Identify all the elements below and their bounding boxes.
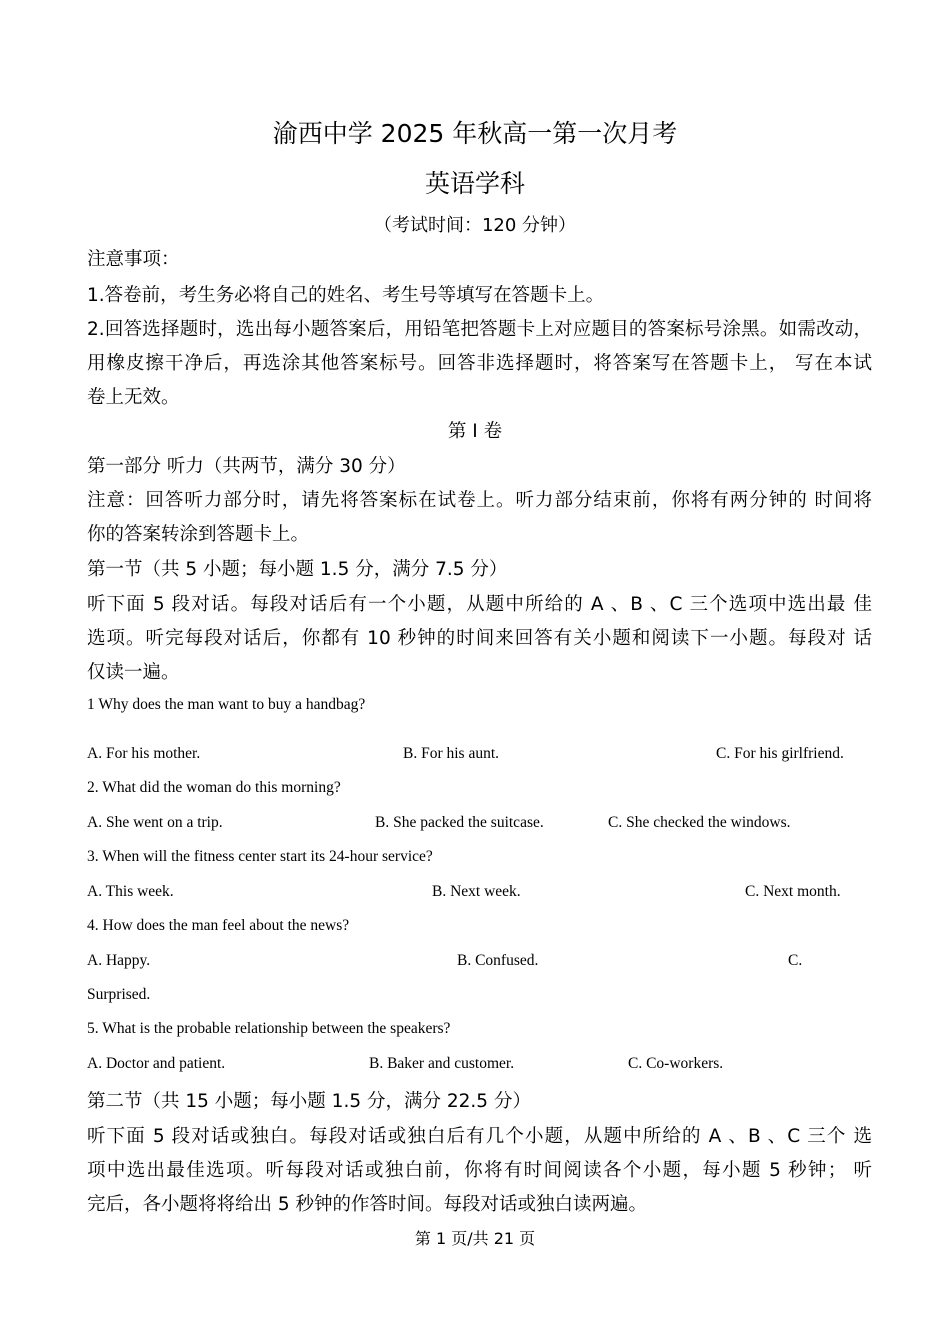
- note-item-1: 1.答卷前，考生务必将自己的姓名、考生号等填写在答题卡上。: [87, 285, 605, 306]
- exam-title: 渝西中学 2025 年秋高一第一次月考: [272, 119, 678, 148]
- question-2-option-a: A. She went on a trip.: [87, 814, 223, 831]
- part1-heading: 第一部分 听力（共两节，满分 30 分）: [87, 456, 406, 477]
- note-item-2-line-1: 2.回答选择题时，选出每小题答案后，用铅笔把答题卡上对应题目的答案标号涂黑。如需改动，: [87, 319, 872, 340]
- note-item-2-line-2: 用橡皮擦干净后，再选涂其他答案标号。回答非选择题时，将答案写在答题卡上， 写在本试: [87, 353, 872, 374]
- question-3-option-b: B. Next week.: [432, 883, 521, 900]
- question-1-option-a: A. For his mother.: [87, 745, 201, 762]
- question-5-option-c: C. Co-workers.: [628, 1055, 724, 1072]
- question-1: 1 Why does the man want to buy a handbag?: [87, 696, 366, 713]
- part1-note-line-1: 注意：回答听力部分时，请先将答案标在试卷上。听力部分结束前，你将有两分钟的 时间将: [87, 490, 872, 511]
- question-1-option-c: C. For his girlfriend.: [716, 745, 844, 762]
- section2-heading: 第二节（共 15 小题；每小题 1.5 分，满分 22.5 分）: [87, 1091, 531, 1112]
- question-4-option-c: C.: [788, 952, 803, 969]
- notes-heading: 注意事项：: [87, 249, 180, 270]
- question-5-option-b: B. Baker and customer.: [369, 1055, 515, 1072]
- question-4-option-a: A. Happy.: [87, 952, 151, 969]
- section2-instruction-line-1: 听下面 5 段对话或独白。每段对话或独白后有几个小题，从题中所给的 A 、B 、C 三个 选: [87, 1126, 872, 1147]
- section2-instruction-line-2: 项中选出最佳选项。听每段对话或独白前，你将有时间阅读各个小题，每小题 5 秒钟； 听: [87, 1160, 872, 1181]
- section1-instruction-line-3: 仅读一遍。: [87, 662, 180, 683]
- page-footer: 第 1 页/共 21 页: [414, 1229, 536, 1248]
- question-1-option-b: B. For his aunt.: [403, 745, 500, 762]
- question-2-option-c: C. She checked the windows.: [608, 814, 791, 831]
- section1-instruction-line-1: 听下面 5 段对话。每段对话后有一个小题，从题中所给的 A 、B 、C 三个选项中选出最 佳: [87, 594, 872, 615]
- question-5-option-a: A. Doctor and patient.: [87, 1055, 226, 1072]
- question-3-option-c: C. Next month.: [745, 883, 841, 900]
- question-4-option-b: B. Confused.: [457, 952, 539, 969]
- note-item-2-line-3: 卷上无效。: [87, 387, 180, 408]
- section2-instruction-line-3: 完后，各小题将将给出 5 秒钟的作答时间。每段对话或独白读两遍。: [87, 1194, 648, 1215]
- question-4-option-c-continued: Surprised.: [87, 986, 151, 1003]
- section1-heading: 第一节（共 5 小题；每小题 1.5 分，满分 7.5 分）: [87, 559, 508, 580]
- question-3: 3. When will the fitness center start its 24-hour service?: [87, 848, 433, 865]
- exam-time: （考试时间：120 分钟）: [373, 215, 577, 236]
- question-5: 5. What is the probable relationship between the speakers?: [87, 1020, 451, 1037]
- question-2: 2. What did the woman do this morning?: [87, 779, 341, 796]
- section1-instruction-line-2: 选项。听完每段对话后，你都有 10 秒钟的时间来回答有关小题和阅读下一小题。每段对 话: [87, 628, 872, 649]
- part1-note-line-2: 你的答案转涂到答题卡上。: [87, 524, 310, 545]
- volume-title: 第 I 卷: [447, 421, 503, 442]
- subject-title: 英语学科: [424, 169, 525, 198]
- question-4: 4. How does the man feel about the news?: [87, 917, 350, 934]
- question-2-option-b: B. She packed the suitcase.: [375, 814, 544, 831]
- question-3-option-a: A. This week.: [87, 883, 174, 900]
